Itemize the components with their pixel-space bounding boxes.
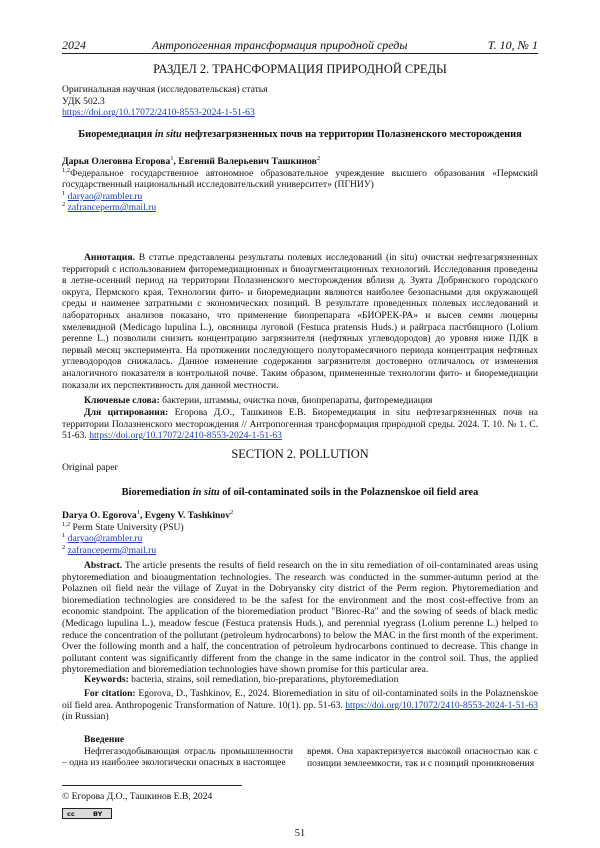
en-keywords: Keywords: bacteria, strains, soil remediation, bio-preparations, phytoremediation [84,674,399,685]
ru-citation-doi[interactable]: https://doi.org/10.17072/2410-8553-2024-1-51-63 [89,430,282,442]
intro-left-text: Нефтегазодобывающая отрасль промышленности – одна из наиболее экологически опасных в настоящее [62,745,293,769]
page-number: 51 [294,828,306,839]
ru-meta [62,84,268,119]
en-article-title: Bioremediation in situ of oil-contaminated soils in the Polaznenskoe oil field area [121,487,479,498]
body-right-column [307,746,538,769]
ru-article-type: Оригинальная научная (исследовательская) статья [62,84,268,95]
en-email-2-link[interactable]: zafranceperm@mail.ru [67,544,157,556]
running-header [62,38,538,54]
en-citation: For citation: Egorova, D., Tashkinov, E., 2024. Bioremediation in situ of oil-contaminated soils in the Polaznenskoe oil field area. Anthropogenic Transformation of Nature. 10(1). pp. 51-63. https://doi.org/10.17072/2410-8553-2024-1-51-63 (in Russian) [62,688,538,723]
header-volume: Т. 10, № 1 [487,38,538,52]
ru-citation: Для цитирования: Егорова Д.О., Ташкинов Е.В. Биоремедиация in situ нефтезагрязненных почв на территории Полазненского месторождения // Антропогенная трансформация природной среды. 2024. Т. 10. № 1. С. 51-63. https://doi.org/10.17072/2410-8553-2024-1-51-63 [62,407,538,442]
en-affiliation: $^{1,2}$ Perm State University (PSU) [62,520,184,533]
en-article-type: Original paper [62,462,118,473]
ru-email-1-link[interactable]: daryao@rambler.ru [67,190,143,202]
en-abstract: Abstract. The article presents the results of field research on the in situ remediation of oil-contaminated areas using phytoremediation and bioaugmentation technologies. The research was conducted in the summer-autumn period at the Polaznen oil field near the village of Zuyat in the Dobryansky city district of the Perm region. Phytoremediation and bioremediation technologies are considered to be the safest for the environment and the most cost-effective from an economic standpoint. The application of the bioremediation product "Biorec-Ra" and the sowing of seeds of black medic (Medicago lupulina L.), meadow fescue (Festuca pratensis Huds.), and perennial ryegrass (Lolium perenne L.) helped to reduce the concentration of the pollutant (petroleum hydrocarbons) to below the MAC in the first month of the experiment. Over the following month and a half, the concentration of petroleum hydrocarbons continued to decrease. This change in pollutant content was significantly different from the change in the same indicator in the control soil. Thus, the applied phytoremediation and bioremediation technologies have shown promise for this particular area. [62,560,538,676]
ru-section-title: РАЗДЕЛ 2. ТРАНСФОРМАЦИЯ ПРИРОДНОЙ СРЕДЫ [153,62,447,76]
ru-udk: УДК 502.3 [62,95,105,107]
ru-email-2: $^2$ zafranceperm@mail.ru [62,201,157,214]
copyright: © Егорова Д.О., Ташкинов Е.В, 2024 [62,791,213,802]
intro-heading: Введение [84,734,125,745]
header-journal: Антропогенная трансформация природной среды [152,38,408,52]
ru-authors-block [62,156,538,214]
en-authors: Darya O. Egorova$^1$, Evgeny V. Tashkinov$^2$ [62,508,234,521]
ru-article-title: Биоремедиация in situ нефтезагрязненных почв на территории Полазненского месторождения [78,129,522,140]
en-email-1: $^1$ daryao@rambler.ru [62,532,143,545]
ru-email-2-link[interactable]: zafranceperm@mail.ru [67,202,157,214]
ru-affiliation: $^{1,2}$Федеральное государственное автономное образовательное учреждение высшего образования «Пермский государственный национальный исследовательский университет» (ПГНИУ) [62,166,538,191]
ru-doi-link[interactable]: https://doi.org/10.17072/2410-8553-2024-1-51-63 [62,107,255,119]
en-section-title: SECTION 2. POLLUTION [231,447,369,461]
en-citation-doi[interactable]: https://doi.org/10.17072/2410-8553-2024-1-51-63 [345,699,538,711]
en-email-1-link[interactable]: daryao@rambler.ru [67,533,143,545]
ru-authors: Дарья Олеговна Егорова$^1$, Евгений Валерьевич Ташкинов$^2$ [62,154,321,167]
ru-abstract: Аннотация. В статье представлены результаты полевых исследований (in situ) очистки нефтезагрязненных территорий с использованием фиторемедиационных и биоаугментационных технологий. Исследования проведены в летне-осенний период на территории Полазненского месторождения вблизи д. Зуята Добрянского городского округа, Пермского края. Технологии фито- и биоремедиации являются наиболее безопасными для окружающей среды и наименее затратными с экономических позиций. В результате проведенных полевых исследований и лабораторных анализов показано, что применение биопрепарата «БИОРЕК-РА» и высев семян люцерны хмелевидной (Medicago lupulina L.), овсяницы луговой (Festuca pratensis Huds.) и райграса пастбищного (Lolium perenne L.) позволили снизить концентрацию загрязнителя (нефтяных углеводородов) до уровня ниже ПДК в первый месяц эксперимента. На протяжении последующего полуторамесячного периода концентрация нефтяных углеводородов снижалась. Данное изменение содержания загрязнителя достоверно отличалось от изменения аналогичного показателя в контрольной почве. Таким образом, примененные технологии фито- и биоремедиации показали их перспективность для данной местности. [62,252,538,391]
cc-by-license-icon: cc BY [62,808,112,819]
intro-right-text: время. Она характеризуется высокой опасностью как с позиции землеемкости, так и с позиций проникновения [307,746,538,769]
en-authors-block [62,510,538,556]
body-left-column [62,734,293,769]
ru-email-1: $^1$ daryao@rambler.ru [62,189,143,202]
footnote-rule [62,785,242,786]
en-email-2: $^2$ zafranceperm@mail.ru [62,543,157,556]
header-year: 2024 [62,38,86,52]
ru-keywords: Ключевые слова: бактерии, штаммы, очистка почв, биопрепараты, фиторемедиация [84,395,433,406]
